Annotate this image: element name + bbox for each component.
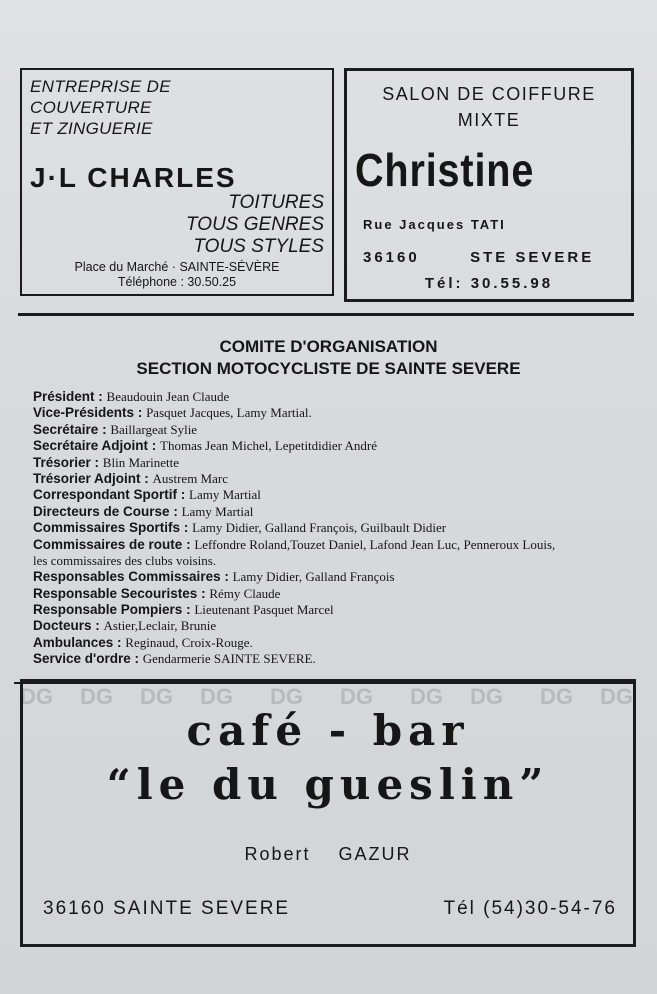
cafe-phone: Tél (54)30-54-76 — [443, 898, 617, 919]
role-label: Secrétaire — [33, 421, 99, 437]
committee-title: COMITE D'ORGANISATION — [219, 337, 438, 356]
committee-role-row: Ambulances : Reginaud, Croix-Rouge. — [33, 634, 253, 650]
christine-postcode: 36160 — [363, 249, 420, 266]
role-value: Lieutenant Pasquet Marcel — [194, 602, 334, 618]
committee-role-row: Commissaires de route : Leffondre Roland,Touzet Daniel, Lafond Jean Luc, Penneroux Louis, — [33, 536, 556, 552]
cafe-owner — [23, 844, 633, 865]
cafe-title: café - bar — [186, 706, 470, 755]
role-value: Baillargeat Sylie — [110, 421, 198, 437]
cafe-owner-first: Robert — [244, 844, 311, 864]
ad-cafe-bar — [20, 679, 636, 947]
role-value: Thomas Jean Michel, Lepetitdidier André — [160, 438, 378, 454]
charles-service-line: TOUS GENRES — [186, 214, 324, 235]
watermark-text: DG — [20, 684, 53, 709]
committee-role-row: Docteurs : Astier,Leclair, Brunie — [33, 618, 217, 634]
watermark-text: DG — [410, 684, 443, 709]
charles-phone: Téléphone : 30.50.25 — [117, 275, 237, 289]
charles-header-line: ENTREPRISE DE — [30, 77, 171, 96]
role-value: Astier,Leclair, Brunie — [103, 618, 217, 634]
charles-header — [30, 76, 171, 139]
charles-address: Place du Marché · SAINTE-SÉVÈRE — [74, 260, 280, 274]
christine-header — [347, 81, 631, 133]
role-value: les commissaires des clubs voisins. — [33, 552, 217, 568]
role-value: Leffondre Roland,Touzet Daniel, Lafond Jean Luc, Penneroux Louis, — [194, 536, 556, 552]
role-label: Correspondant Sportif — [33, 487, 177, 503]
watermark-text: DG — [80, 684, 113, 709]
role-label: Commissaires de route — [33, 536, 183, 552]
committee-subtitle: SECTION MOTOCYCLISTE DE SAINTE SEVERE — [136, 359, 521, 378]
christine-city-name: STE SEVERE — [470, 249, 595, 266]
ad-charles-roofing — [20, 68, 334, 296]
role-label: Commissaires Sportifs — [33, 520, 181, 536]
watermark-text: DG — [470, 684, 503, 709]
role-value: Pasquet Jacques, Lamy Martial. — [146, 405, 312, 421]
committee-roles-list — [33, 389, 633, 668]
role-value: Lamy Martial — [189, 487, 261, 503]
committee-role-row: Président : Beaudouin Jean Claude — [33, 389, 230, 404]
watermark-text: DG — [200, 684, 233, 709]
role-value: Lamy Martial — [181, 503, 254, 519]
committee-role-row — [33, 553, 633, 569]
role-label: Responsable Secouristes — [33, 585, 198, 601]
christine-city — [363, 249, 594, 266]
role-label: Directeurs de Course — [33, 503, 170, 519]
watermark-text: DG — [340, 684, 373, 709]
committee-role-row: Trésorier : Blin Marinette — [33, 454, 179, 470]
christine-salon-name: Christine — [355, 144, 535, 196]
role-label: Secrétaire Adjoint — [33, 438, 149, 454]
committee-role-row: Responsable Pompiers : Lieutenant Pasquet Marcel — [33, 602, 334, 618]
role-label: Responsable Pompiers — [33, 602, 183, 618]
committee-role-row: Responsable Secouristes : Rémy Claude — [33, 585, 281, 601]
role-label: Trésorier Adjoint — [33, 470, 141, 486]
charles-service-line: TOITURES — [228, 192, 324, 213]
charles-header-line: ET ZINGUERIE — [30, 119, 153, 138]
committee-role-row: Responsables Commissaires : Lamy Didier, Galland François — [33, 569, 395, 585]
charles-company-name: J·L CHARLES — [30, 162, 237, 193]
role-label: Ambulances — [33, 634, 114, 650]
cafe-name: “le du gueslin” — [106, 760, 550, 809]
committee-role-row: Commissaires Sportifs : Lamy Didier, Galland François, Guilbault Didier — [33, 520, 447, 536]
role-value: Rémy Claude — [209, 585, 281, 601]
committee-role-row: Correspondant Sportif : Lamy Martial — [33, 487, 261, 503]
committee-role-row: Trésorier Adjoint : Austrem Marc — [33, 470, 228, 486]
role-value: Lamy Didier, Galland François, Guilbault Didier — [192, 520, 447, 536]
watermark-text: DG — [600, 684, 633, 709]
christine-street: Rue Jacques TATI — [363, 217, 506, 232]
cafe-owner-last: GAZUR — [338, 844, 412, 864]
committee-role-row: Secrétaire : Baillargeat Sylie — [33, 421, 198, 437]
watermark-text: DG — [270, 684, 303, 709]
charles-header-line: COUVERTURE — [30, 98, 152, 117]
committee-role-row: Secrétaire Adjoint : Thomas Jean Michel, Lepetitdidier André — [33, 438, 378, 454]
role-label: Service d'ordre — [33, 651, 131, 667]
role-label: Vice-Présidents — [33, 405, 135, 421]
role-value: Reginaud, Croix-Rouge. — [125, 634, 253, 650]
role-value: Gendarmerie SAINTE SEVERE. — [142, 651, 316, 667]
cafe-address: 36160 SAINTE SEVERE — [43, 898, 291, 919]
ad-salon-christine — [344, 68, 634, 302]
role-label: Responsables Commissaires — [33, 569, 221, 585]
role-label: Trésorier — [33, 454, 91, 470]
committee-role-row: Directeurs de Course : Lamy Martial — [33, 503, 254, 519]
committee-role-row: Vice-Présidents : Pasquet Jacques, Lamy Martial. — [33, 405, 312, 421]
christine-phone: Tél: 30.55.98 — [424, 275, 554, 292]
role-value: Blin Marinette — [102, 454, 179, 470]
christine-header-line: SALON DE COIFFURE — [382, 84, 596, 104]
watermark-text: DG — [540, 684, 573, 709]
charles-contact — [22, 260, 332, 290]
charles-service-line: TOUS STYLES — [193, 236, 324, 257]
christine-header-line: MIXTE — [457, 110, 521, 130]
role-label: Docteurs — [33, 618, 92, 634]
committee-role-row: Service d'ordre : Gendarmerie SAINTE SEVERE. — [33, 651, 316, 667]
role-value: Austrem Marc — [152, 470, 228, 486]
role-label: Président — [33, 389, 95, 404]
role-value: Lamy Didier, Galland François — [232, 569, 395, 585]
divider-rule — [18, 313, 634, 316]
charles-services — [186, 192, 324, 258]
role-value: Beaudouin Jean Claude — [106, 389, 230, 404]
watermark-text: DG — [140, 684, 173, 709]
